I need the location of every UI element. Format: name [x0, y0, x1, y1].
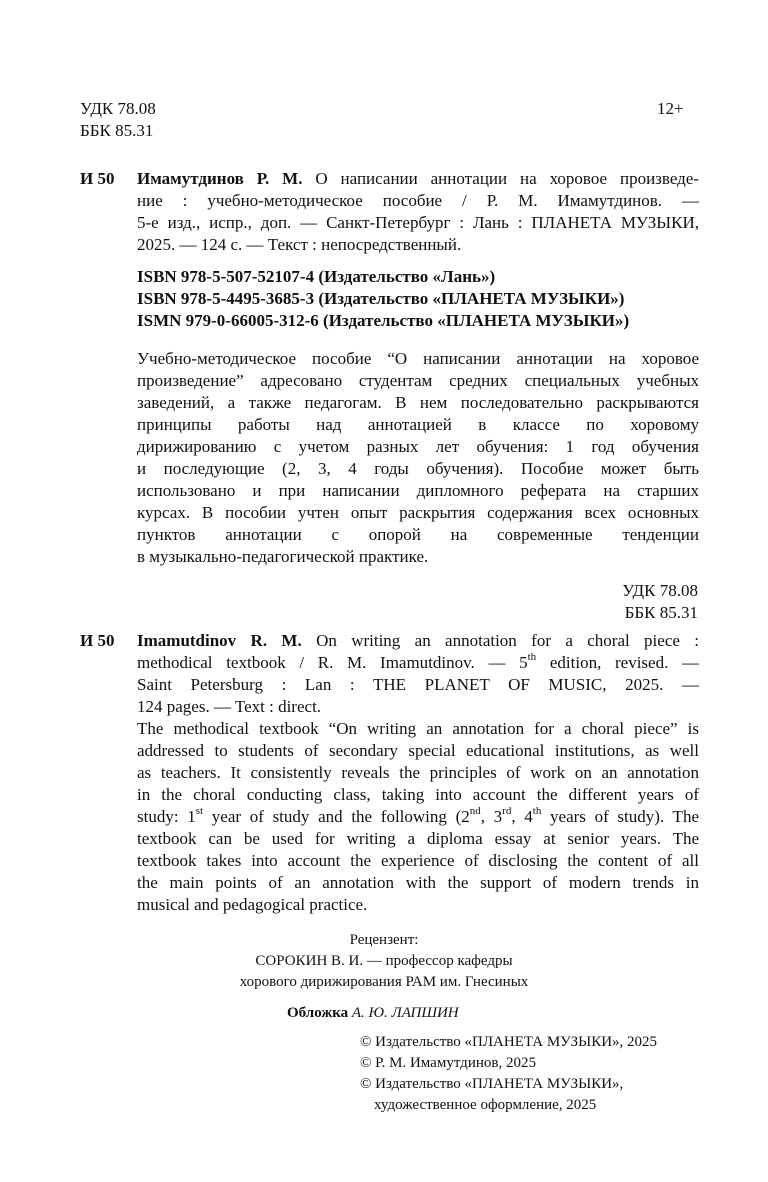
ru-annotation-line: в музыкально-педагогической практике. — [137, 547, 429, 566]
copyright-line: © Р. М. Имамутдинов, 2025 — [360, 1055, 536, 1071]
ru-annotation-line: использовано и при написании дипломного реферата на старших — [137, 481, 699, 500]
ru-annotation-line: заведений, а также педагогам. В нем последовательно раскрываются — [137, 393, 699, 412]
ru-entry-line-4: 2025. — 124 с. — Текст : непосредственный. — [137, 235, 462, 254]
en-entry-line-3: Saint Petersburg : Lan : THE PLANET OF MUSIC, 2025. — — [137, 675, 699, 694]
copyright-line: художественное оформление, 2025 — [374, 1097, 597, 1113]
en-annotation-line: addressed to students of secondary special educational institutions, as well — [137, 741, 699, 760]
ru-annotation-line: курсах. В пособии учтен опыт раскрытия содержания всех основных — [137, 503, 699, 522]
ru-entry-line-3: 5-е изд., испр., доп. — Санкт-Петербург : Лань : ПЛАНЕТА МУЗЫКИ, — [137, 213, 699, 232]
ru-annotation-line: дирижированию с учетом разных лет обучения: 1 год обучения — [137, 437, 699, 456]
copyright-line: © Издательство «ПЛАНЕТА МУЗЫКИ», 2025 — [360, 1034, 658, 1050]
en-annotation-study-line: study: 1st year of study and the following (2nd, 3rd, 4th years of study). The — [137, 805, 699, 826]
en-entry-code: И 50 — [80, 631, 115, 650]
isbn-planeta: ISBN 978-5-4495-3685-3 (Издательство «ПЛАНЕТА МУЗЫКИ») — [137, 289, 625, 308]
ru-entry-line-2: ние : учебно-методическое пособие / Р. М. Имамутдинов. — — [137, 191, 699, 210]
ismn-planeta: ISMN 979-0-66005-312-6 (Издательство «ПЛАНЕТА МУЗЫКИ») — [137, 311, 630, 330]
en-annotation-line: The methodical textbook “On writing an annotation for a choral piece” is — [137, 719, 699, 738]
en-annotation-line: textbook takes into account the experience of disclosing the content of all — [137, 851, 699, 870]
reviewer-affiliation: хорового дирижирования РАМ им. Гнесиных — [239, 974, 529, 990]
ru-entry-author: Имамутдинов Р. М. — [137, 169, 303, 188]
en-annotation-line: as teachers. It consistently reveals the principles of work on an annotation — [137, 763, 699, 782]
ru-annotation-line: пунктов аннотации с опорой на современные тенденции — [137, 525, 699, 544]
reviewer-name: СОРОКИН В. И. — профессор кафедры — [255, 953, 513, 969]
en-annotation-line: the main points of an annotation with the support of modern trends in — [137, 873, 699, 892]
cover-credit — [287, 1003, 459, 1024]
age-rating: 12+ — [657, 99, 684, 118]
en-annotation-line: in the choral conducting class, taking into account the different years of — [137, 785, 699, 804]
ru-annotation-line: принципы работы над аннотацией в классе по хоровому — [137, 415, 699, 434]
udk-code: УДК 78.08 — [80, 99, 156, 118]
ru-entry-code: И 50 — [80, 169, 115, 188]
cover-artist: А. Ю. ЛАПШИН — [348, 1005, 459, 1021]
ru-entry-bbk: ББК 85.31 — [624, 603, 698, 622]
en-entry-line-1: Imamutdinov R. M. On writing an annotation for a choral piece : — [137, 631, 699, 650]
ru-annotation-line: Учебно-методическое пособие “О написании аннотации на хоровое — [137, 349, 699, 368]
reviewer-label: Рецензент: — [349, 932, 419, 948]
en-entry-line-2: methodical textbook / R. M. Imamutdinov. — 5th edition, revised. — — [137, 651, 699, 672]
en-entry-line-4: 124 pages. — Text : direct. — [137, 697, 322, 716]
en-entry-author: Imamutdinov R. M. — [137, 631, 302, 650]
en-annotation-line: textbook can be used for writing a diploma essay at senior years. The — [137, 829, 699, 848]
ru-annotation-line: произведение” адресовано студентам средних специальных учебных — [137, 371, 699, 390]
ru-annotation-line: и последующие (2, 3, 4 годы обучения). Пособие может быть — [137, 459, 699, 478]
isbn-lan: ISBN 978-5-507-52107-4 (Издательство «Лань») — [137, 267, 496, 286]
ru-entry-udk: УДК 78.08 — [622, 581, 698, 600]
ru-entry-line-1: Имамутдинов Р. М. О написании аннотации на хоровое произведе- — [137, 169, 699, 188]
bbk-code: ББК 85.31 — [80, 121, 154, 140]
en-annotation-line: musical and pedagogical practice. — [137, 895, 368, 914]
cover-label: Обложка — [287, 1005, 349, 1021]
copyright-line: © Издательство «ПЛАНЕТА МУЗЫКИ», — [360, 1076, 624, 1092]
